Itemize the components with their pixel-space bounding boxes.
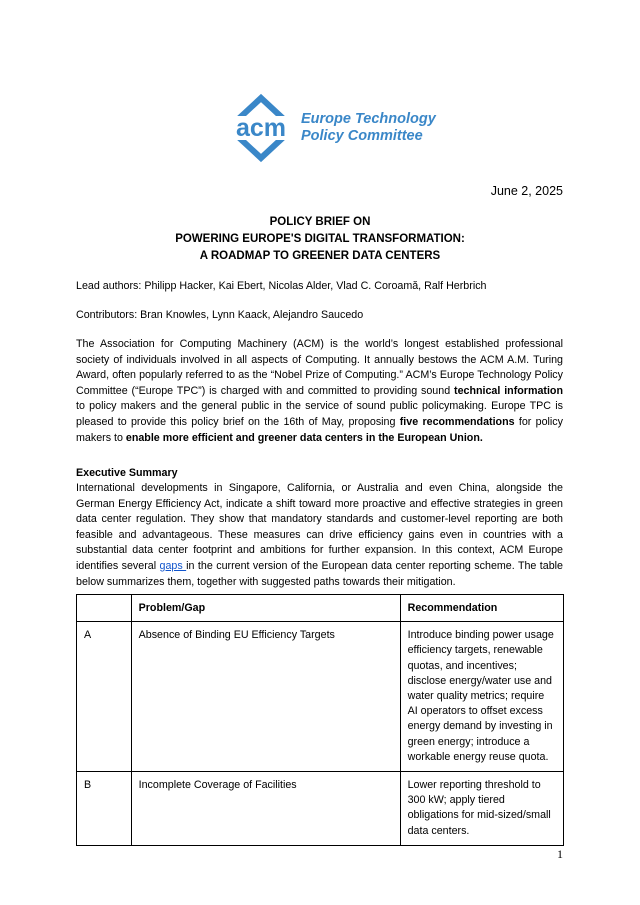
table-row — [77, 622, 564, 772]
exec-text-2: in the current version of the European data center reporting scheme. The table below summarizes them, together with suggested paths towards their mitigation. — [76, 559, 563, 588]
page-number: 1 — [557, 847, 563, 861]
logo-line1: Europe Technology — [301, 111, 436, 127]
intro-paragraph — [76, 337, 563, 446]
row-recommendation: Introduce binding power usage efficiency targets, renewable quotas, and incentives; disclose energy/water use and water quality metrics; require AI operators to offset excess energy demand by investing in green energy; introduce a workable energy reuse quota. — [400, 622, 563, 772]
intro-text-2: to policy makers and the general public in the service of sound public policymaking. Europe TPC is pleased to provide this policy brief on the 16th of May, proposing — [76, 400, 563, 428]
contributors: Contributors: Bran Knowles, Lynn Kaack, Alejandro Saucedo — [76, 309, 364, 321]
acm-europe-tpc-logo — [221, 96, 436, 160]
exec-text-1: International developments in Singapore, California, or Australia and even China, alongside the German Energy Efficiency Act, indicate a shift toward more proactive and effective strategies in green data center regulation. They show that mandatory standards and customer-level reporting are both feasible and advantageous. These measures can drive efficiency gains even in countries with a substantial data center footprint and ambitions for further expansion. In this context, ACM Europe identifies several — [76, 482, 563, 572]
header-recommendation: Recommendation — [400, 595, 563, 622]
gaps-table — [76, 594, 564, 846]
intro-text-3: for policy makers to — [76, 415, 563, 444]
title-line-2: POWERING EUROPE'S DIGITAL TRANSFORMATION: — [175, 233, 465, 245]
table-header-row — [77, 595, 564, 622]
row-id: B — [77, 772, 132, 846]
table-row — [77, 772, 564, 846]
document-title — [0, 214, 640, 265]
title-line-1: POLICY BRIEF ON — [269, 216, 371, 228]
intro-text-1: The Association for Computing Machinery (ACM) is the world’s longest established professional society of individuals involved in all aspects of Computing. It annually bestows the ACM A.M. Turing Award, often popularly referred to as the “Nobel Prize of Computing.” ACM’s Europe Technology Policy Committee (“Europe TPC”) is charged with and committed to providing sound — [76, 338, 563, 397]
row-problem: Incomplete Coverage of Facilities — [131, 772, 400, 846]
row-id: A — [77, 622, 132, 772]
row-recommendation: Lower reporting threshold to 300 kW; apply tiered obligations for mid-sized/small data centers. — [400, 772, 563, 846]
logo-line2: Policy Committee — [301, 128, 423, 144]
lead-authors: Lead authors: Philipp Hacker, Kai Ebert, Nicolas Alder, Vlad C. Coroamă, Ralf Herbrich — [76, 280, 487, 292]
intro-bold-2: five recommendations — [399, 415, 515, 428]
executive-summary-heading: Executive Summary — [76, 467, 178, 479]
document-date: June 2, 2025 — [490, 184, 563, 198]
title-line-3: A ROADMAP TO GREENER DATA CENTERS — [199, 250, 441, 262]
header-problem: Problem/Gap — [131, 595, 400, 622]
intro-bold-3: enable more efficient and greener data centers in the European Union. — [125, 431, 483, 444]
executive-summary-paragraph — [76, 481, 563, 590]
logo-mark-text: acm — [235, 114, 287, 142]
row-problem: Absence of Binding EU Efficiency Targets — [131, 622, 400, 772]
gaps-link[interactable]: gaps — [159, 559, 187, 572]
header-id — [77, 595, 132, 622]
intro-bold-1: technical information — [454, 384, 563, 397]
